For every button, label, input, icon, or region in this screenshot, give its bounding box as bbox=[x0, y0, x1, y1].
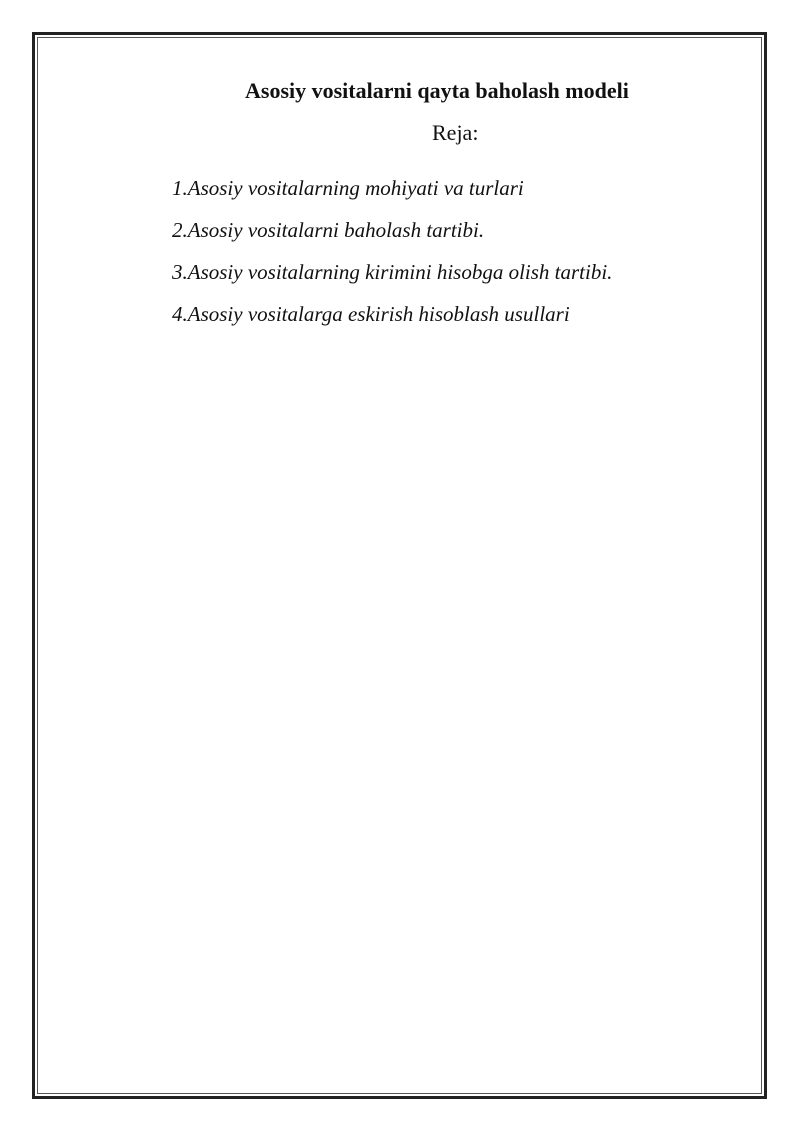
document-title: Asosiy vositalarni qayta baholash modeli bbox=[245, 78, 629, 103]
plan-list bbox=[172, 174, 612, 342]
plan-item: 3.Asosiy vositalarning kirimini hisobga olish tartibi. bbox=[172, 260, 613, 284]
plan-item: 4.Asosiy vositalarga eskirish hisoblash usullari bbox=[172, 302, 570, 326]
plan-item: 2.Asosiy vositalarni baholash tartibi. bbox=[172, 218, 485, 242]
plan-item: 1.Asosiy vositalarning mohiyati va turlari bbox=[172, 176, 524, 200]
plan-heading: Reja: bbox=[432, 120, 479, 145]
